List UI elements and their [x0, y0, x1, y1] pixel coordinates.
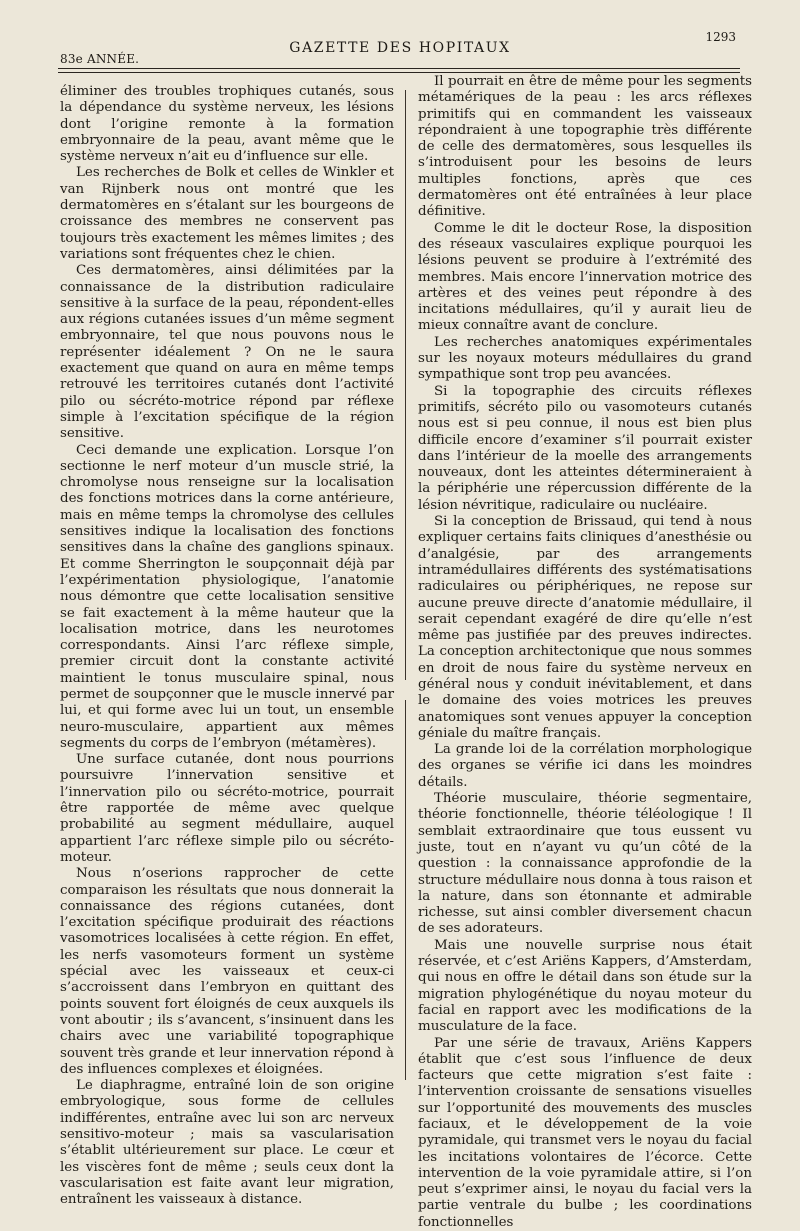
paragraph: Par une série de travaux, Ariëns Kappers établit que c’est sous l’influence de deux facteurs que cette migration s’est faite : l’intervention croissante de sensations visuelles sur l’opportunité des mouvements des muscles faciaux, et le développement de la voie pyramidale, qui transmet vers le noyau du facial les incitations volontaires de l’écorce. Cette intervention de la voie pyramidale attire, si l’on peut s’exprimer ainsi, le noyau du facial vers la partie ventrale du bulbe ; les coordinations fonctionnelles	[418, 1035, 752, 1230]
column-separator	[405, 90, 406, 680]
paragraph: Ceci demande une explication. Lorsque l’on sectionne le nerf moteur d’un muscle strié, la chromolyse nous renseigne sur la localisation des fonctions motrices dans la corne antérieure, mais en même temps la chromolyse des cellules sensitives indique la localisation des fonctions sensitives dans la chaîne des ganglions spinaux. Et comme Sherrington le soupçonnait déjà par l’expérimentation physiologique, l’anatomie nous démontre que cette localisation sensitive se fait exactement à la même hauteur que la localisation motrice, dans les neurotomes correspondants. Ainsi l’arc réflexe simple, premier circuit dont la constante activité maintient le tonus musculaire spinal, nous permet de soupçonner que le muscle innervé par lui, et qui forme avec lui un tout, un ensemble neuro-musculaire, appartient aux mêmes segments du corps de l’embryon (métamères).	[60, 442, 394, 751]
page-number: 1293	[705, 30, 736, 44]
paragraph: Le diaphragme, entraîné loin de son origine embryologique, sous forme de cellules indifférentes, entraîne avec lui son arc nerveux sensitivo-moteur ; mais sa vascularisation s’établit ultérieurement sur place. Le cœur et les viscères font de même ; seuls ceux dont la vascularisation est faite avant leur migration, entraînent les vaisseaux à distance.	[60, 1078, 394, 1208]
journal-title: GAZETTE DES HOPITAUX	[289, 40, 511, 56]
paragraph: Si la conception de Brissaud, qui tend à nous expliquer certains faits cliniques d’anesthésie ou d’analgésie, par des arrangements intramédullaires différents des systématisations radiculaires ou périphériques, ne repose sur aucune preuve directe d’anatomie médullaire, il serait cependant exagéré de dire qu’elle n’est même pas justifiée par des preuves indirectes. La conception architectonique que nous sommes en droit de nous faire du système nerveux en général nous y conduit inévitablement, et dans le domaine des voies motrices les preuves anatomiques sont venues appuyer la conception géniale du maître français.	[418, 514, 752, 741]
paragraph: Il pourrait en être de même pour les segments métamériques de la peau : les arcs réflexes primitifs qui en commandent les vaisseaux répondraient à une topographie très différente de celle des dermatomères, sous lesquelles ils s’introduisent pour les besoins de leurs multiples fonctions, après que ces dermatomères ont été entraînées à leur place définitive.	[418, 74, 752, 220]
paragraph: Théorie musculaire, théorie segmentaire, théorie fonctionnelle, théorie téléologique ! Il semblait extraordinaire que tous eussent vu juste, tout en n’ayant vu qu’un côté de la question : la connaissance approfondie de la structure médullaire nous donna à tous raison et la nature, dans son étonnante et admirable richesse, sut ainsi combler diversement chacun de ses adorateurs.	[418, 791, 752, 937]
header-rule	[58, 68, 740, 69]
paragraph: Les recherches anatomiques expérimentales sur les noyaux moteurs médullaires du grand sympathique sont trop peu avancées.	[418, 334, 752, 383]
paragraph: Ces dermatomères, ainsi délimitées par la connaissance de la distribution radiculaire sensitive à la surface de la peau, répondent-elles aux régions cutanées issues d’un même segment embryonnaire, tel que nous pouvons nous le représenter idéalement ? On ne le saura exactement que quand on aura en même temps retrouvé les territoires cutanés dont l’activité pilo ou sécréto-motrice répond par réflexe simple à l’excitation spécifique de la région sensitive.	[60, 263, 394, 442]
paragraph: éliminer des troubles trophiques cutanés, sous la dépendance du système nerveux, les lésions dont l’origine remonte à la formation embryonnaire de la peau, avant même que le système nerveux n’ait eu d’influence sur elle.	[60, 84, 394, 165]
paragraph: Une surface cutanée, dont nous pourrions poursuivre l’innervation sensitive et l’innervation pilo ou sécréto-motrice, pourrait être rapportée de même avec quelque probabilité au segment médullaire, auquel appartient l’arc réflexe simple pilo ou sécréto-moteur.	[60, 752, 394, 865]
left-column	[60, 84, 394, 1208]
column-separator	[405, 700, 406, 1080]
paragraph: Comme le dit le docteur Rose, la disposition des réseaux vasculaires explique pourquoi les lésions peuvent se produire à l’extrémité des membres. Mais encore l’innervation motrice des artères et des veines peut répondre à des incitations médullaires, qu’il y aurait lieu de mieux connaître avant de conclure.	[418, 220, 752, 334]
paragraph: Les recherches de Bolk et celles de Winkler et van Rijnberk nous ont montré que les dermatomères en s’étalant sur les bourgeons de croissance des membres ne conservent pas toujours très exactement les mêmes limites ; des variations sont fréquentes chez le chien.	[60, 165, 394, 262]
paragraph: Si la topographie des circuits réflexes primitifs, sécréto pilo ou vasomoteurs cutanés nous est si peu connue, il nous est bien plus difficile encore d’examiner s’il pourrait exister dans l’intérieur de la moelle des arrangements nouveaux, dont les atteintes détermineraient à la périphérie une répercussion différente de la lésion névritique, radiculaire ou nucléaire.	[418, 383, 752, 513]
paragraph: La grande loi de la corrélation morphologique des organes se vérifie ici dans les moindres détails.	[418, 742, 752, 790]
right-column	[418, 74, 752, 1231]
paragraph: Mais une nouvelle surprise nous était réservée, et c’est Ariëns Kappers, d’Amsterdam, qui nous en offre le détail dans son étude sur la migration phylogénétique du noyau moteur du facial en rapport avec les modifications de la musculature de la face.	[418, 937, 752, 1035]
header-rule-thin	[58, 72, 740, 73]
edition-label: 83e ANNÉE.	[60, 52, 140, 66]
paragraph: Nous n’oserions rapprocher de cette comparaison les résultats que nous donnerait la connaissance des régions cutanées, dont l’excitation spécifique produirait des réactions vasomotrices localisées à cette région. En effet, les nerfs vasomoteurs forment un système spécial avec les vaisseaux et ceux-ci s’accroissent dans l’embryon en quittant des points souvent fort éloignés de ceux auxquels ils vont aboutir ; ils s’avancent, s’insinuent dans les chairs avec une variabilité topographique souvent très grande et leur innervation répond à des influences complexes et éloignées.	[60, 866, 394, 1077]
